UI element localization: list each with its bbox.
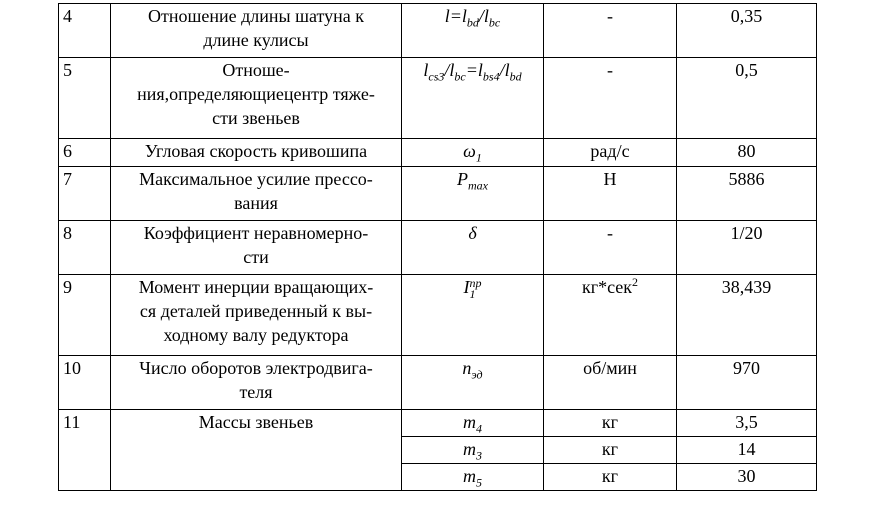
parameter-name: [111, 356, 402, 410]
parameter-symbol: $l_{cs3}/l_{bc}=l_{bs4}/l_{bd}$: [402, 58, 544, 139]
parameter-name: [111, 410, 402, 491]
name-line: Угловая скорость кривошипа: [144, 141, 368, 161]
name-line: Число оборотов электродвига-: [139, 358, 373, 378]
parameter-unit: -: [544, 221, 677, 275]
name-line: ся деталей приведенный к вы-: [139, 301, 373, 321]
row-number: 6: [59, 139, 111, 167]
name-line: Коэффициент неравномерно-: [143, 223, 369, 243]
parameter-unit: кг: [544, 437, 677, 464]
name-line: длине кулисы: [203, 30, 309, 50]
row-number: 11: [59, 410, 111, 491]
parameter-value: 14: [677, 437, 817, 464]
row-number: 8: [59, 221, 111, 275]
parameter-symbol: $l=l_{bd}/l_{bc}$: [402, 4, 544, 58]
parameter-value: 970: [677, 356, 817, 410]
table-row: [59, 139, 817, 167]
parameter-name: [111, 4, 402, 58]
name-line: Отноше-: [222, 60, 290, 80]
table-row: [59, 275, 817, 356]
table-row: [59, 4, 817, 58]
name-line: сти: [243, 247, 269, 267]
name-line: Отношение длины шатуна к: [148, 6, 364, 26]
parameter-symbol: $\omega_1$: [402, 139, 544, 167]
parameter-unit: об/мин: [544, 356, 677, 410]
table-row: [59, 221, 817, 275]
parameter-symbol: $m_5$: [402, 464, 544, 491]
name-line: Момент инерции вращающих-: [138, 277, 374, 297]
parameter-value: 30: [677, 464, 817, 491]
parameter-symbol: $m_4$: [402, 410, 544, 437]
table-row: [59, 58, 817, 139]
parameter-unit: Н: [544, 167, 677, 221]
row-number: 7: [59, 167, 111, 221]
parameter-unit: кг: [544, 464, 677, 491]
row-number: 9: [59, 275, 111, 356]
parameter-value: 1/20: [677, 221, 817, 275]
parameter-symbol: $n_{эд}$: [402, 356, 544, 410]
table-row: [59, 410, 817, 437]
parameter-name: [111, 221, 402, 275]
parameter-value: 5886: [677, 167, 817, 221]
table-row: [59, 167, 817, 221]
parameters-table: [58, 3, 817, 491]
parameter-name: [111, 167, 402, 221]
parameter-unit: рад/с: [544, 139, 677, 167]
parameter-symbol: I пр 1: [402, 275, 544, 356]
parameter-symbol: $m_3$: [402, 437, 544, 464]
parameter-unit: -: [544, 58, 677, 139]
table-row: [59, 356, 817, 410]
name-line: Массы звеньев: [198, 412, 314, 432]
row-number: 5: [59, 58, 111, 139]
parameter-value: 0,35: [677, 4, 817, 58]
parameter-value: 38,439: [677, 275, 817, 356]
name-line: Максимальное усилие прессо-: [139, 169, 373, 189]
row-number: 4: [59, 4, 111, 58]
parameter-symbol: $P_{max}$: [402, 167, 544, 221]
parameter-symbol: δ: [402, 221, 544, 275]
parameter-value: 3,5: [677, 410, 817, 437]
name-line: теля: [239, 382, 273, 402]
row-number: 10: [59, 356, 111, 410]
parameter-name: [111, 139, 402, 167]
name-line: ния,определяющиецентр тяже-: [137, 84, 375, 104]
parameter-value: 80: [677, 139, 817, 167]
parameter-unit: кг*сек$^2$: [544, 275, 677, 356]
name-line: сти звеньев: [212, 108, 300, 128]
parameter-name: [111, 58, 402, 139]
parameter-unit: -: [544, 4, 677, 58]
name-line: вания: [234, 193, 278, 213]
parameter-unit: кг: [544, 410, 677, 437]
parameter-name: [111, 275, 402, 356]
parameter-value: 0,5: [677, 58, 817, 139]
name-line: ходному валу редуктора: [163, 325, 349, 345]
